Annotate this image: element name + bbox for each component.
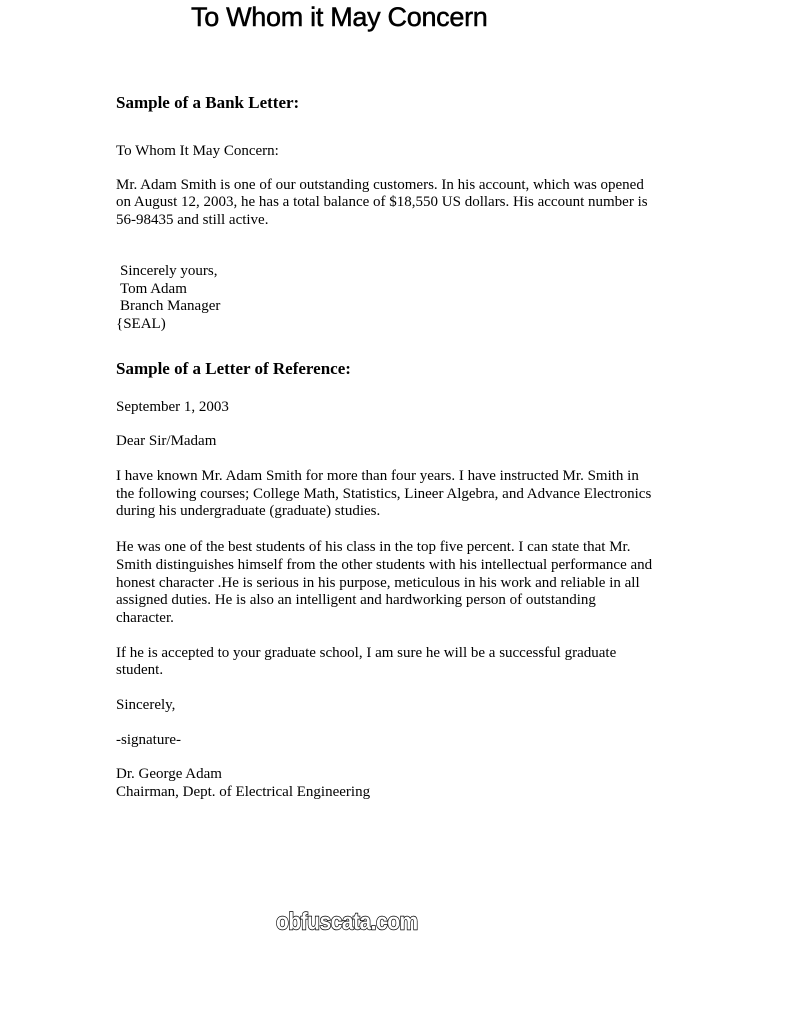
paragraph-line: I have known Mr. Adam Smith for more than four years. I have instructed Mr. Smith in [116,468,639,485]
paragraph-line: character. [116,609,174,626]
bank-letter-closing: Sincerely yours, [120,262,218,279]
paragraph-line: assigned duties. He is also an intelligent and hardworking person of outstanding [116,592,596,609]
bank-letter-signature-block [116,263,676,334]
reference-letter-signer-name: Dr. George Adam [116,766,222,783]
watermark-text: obfuscata.com [276,909,418,936]
reference-letter-closing: Sincerely, [116,697,176,714]
bank-letter-salutation: To Whom It May Concern: [116,143,279,159]
reference-letter-heading: Sample of a Letter of Reference: [116,358,351,378]
page-title: To Whom it May Concern [191,2,488,32]
reference-letter-signer-title: Chairman, Dept. of Electrical Engineering [116,784,371,801]
paragraph-line: the following courses; College Math, Statistics, Lineer Algebra, and Advance Electronics [116,485,652,502]
reference-letter-signer-block [116,766,676,801]
bank-letter-seal: {SEAL) [116,315,166,332]
reference-letter-paragraph [116,468,676,521]
paragraph-line: honest character .He is serious in his purpose, meticulous in his work and reliable in all [116,574,640,591]
paragraph-line: If he is accepted to your graduate school, I am sure he will be a successful graduate [116,644,617,661]
bank-letter-heading: Sample of a Bank Letter: [116,93,300,112]
paragraph-line: student. [116,662,164,679]
letter-content [116,92,676,802]
bank-letter-signer-name: Tom Adam [120,280,187,297]
reference-letter-paragraph [116,539,676,628]
bank-letter-body [116,177,676,230]
body-line: Mr. Adam Smith is one of our outstanding customers. In his account, which was opened [116,176,644,193]
reference-letter-signature: -signature- [116,731,181,748]
reference-letter-date: September 1, 2003 [116,398,229,415]
paragraph-line: He was one of the best students of his class in the top five percent. I can state that Mr. [116,539,631,556]
bank-letter-signer-title: Branch Manager [120,298,221,315]
body-line: 56-98435 and still active. [116,212,269,229]
reference-letter-salutation: Dear Sir/Madam [116,433,217,450]
paragraph-line: during his undergraduate (graduate) studies. [116,503,381,520]
body-line: on August 12, 2003, he has a total balance of $18,550 US dollars. His account number is [116,194,648,211]
reference-letter-paragraph [116,645,676,680]
paragraph-line: Smith distinguishes himself from the other students with his intellectual performance and [116,556,653,573]
